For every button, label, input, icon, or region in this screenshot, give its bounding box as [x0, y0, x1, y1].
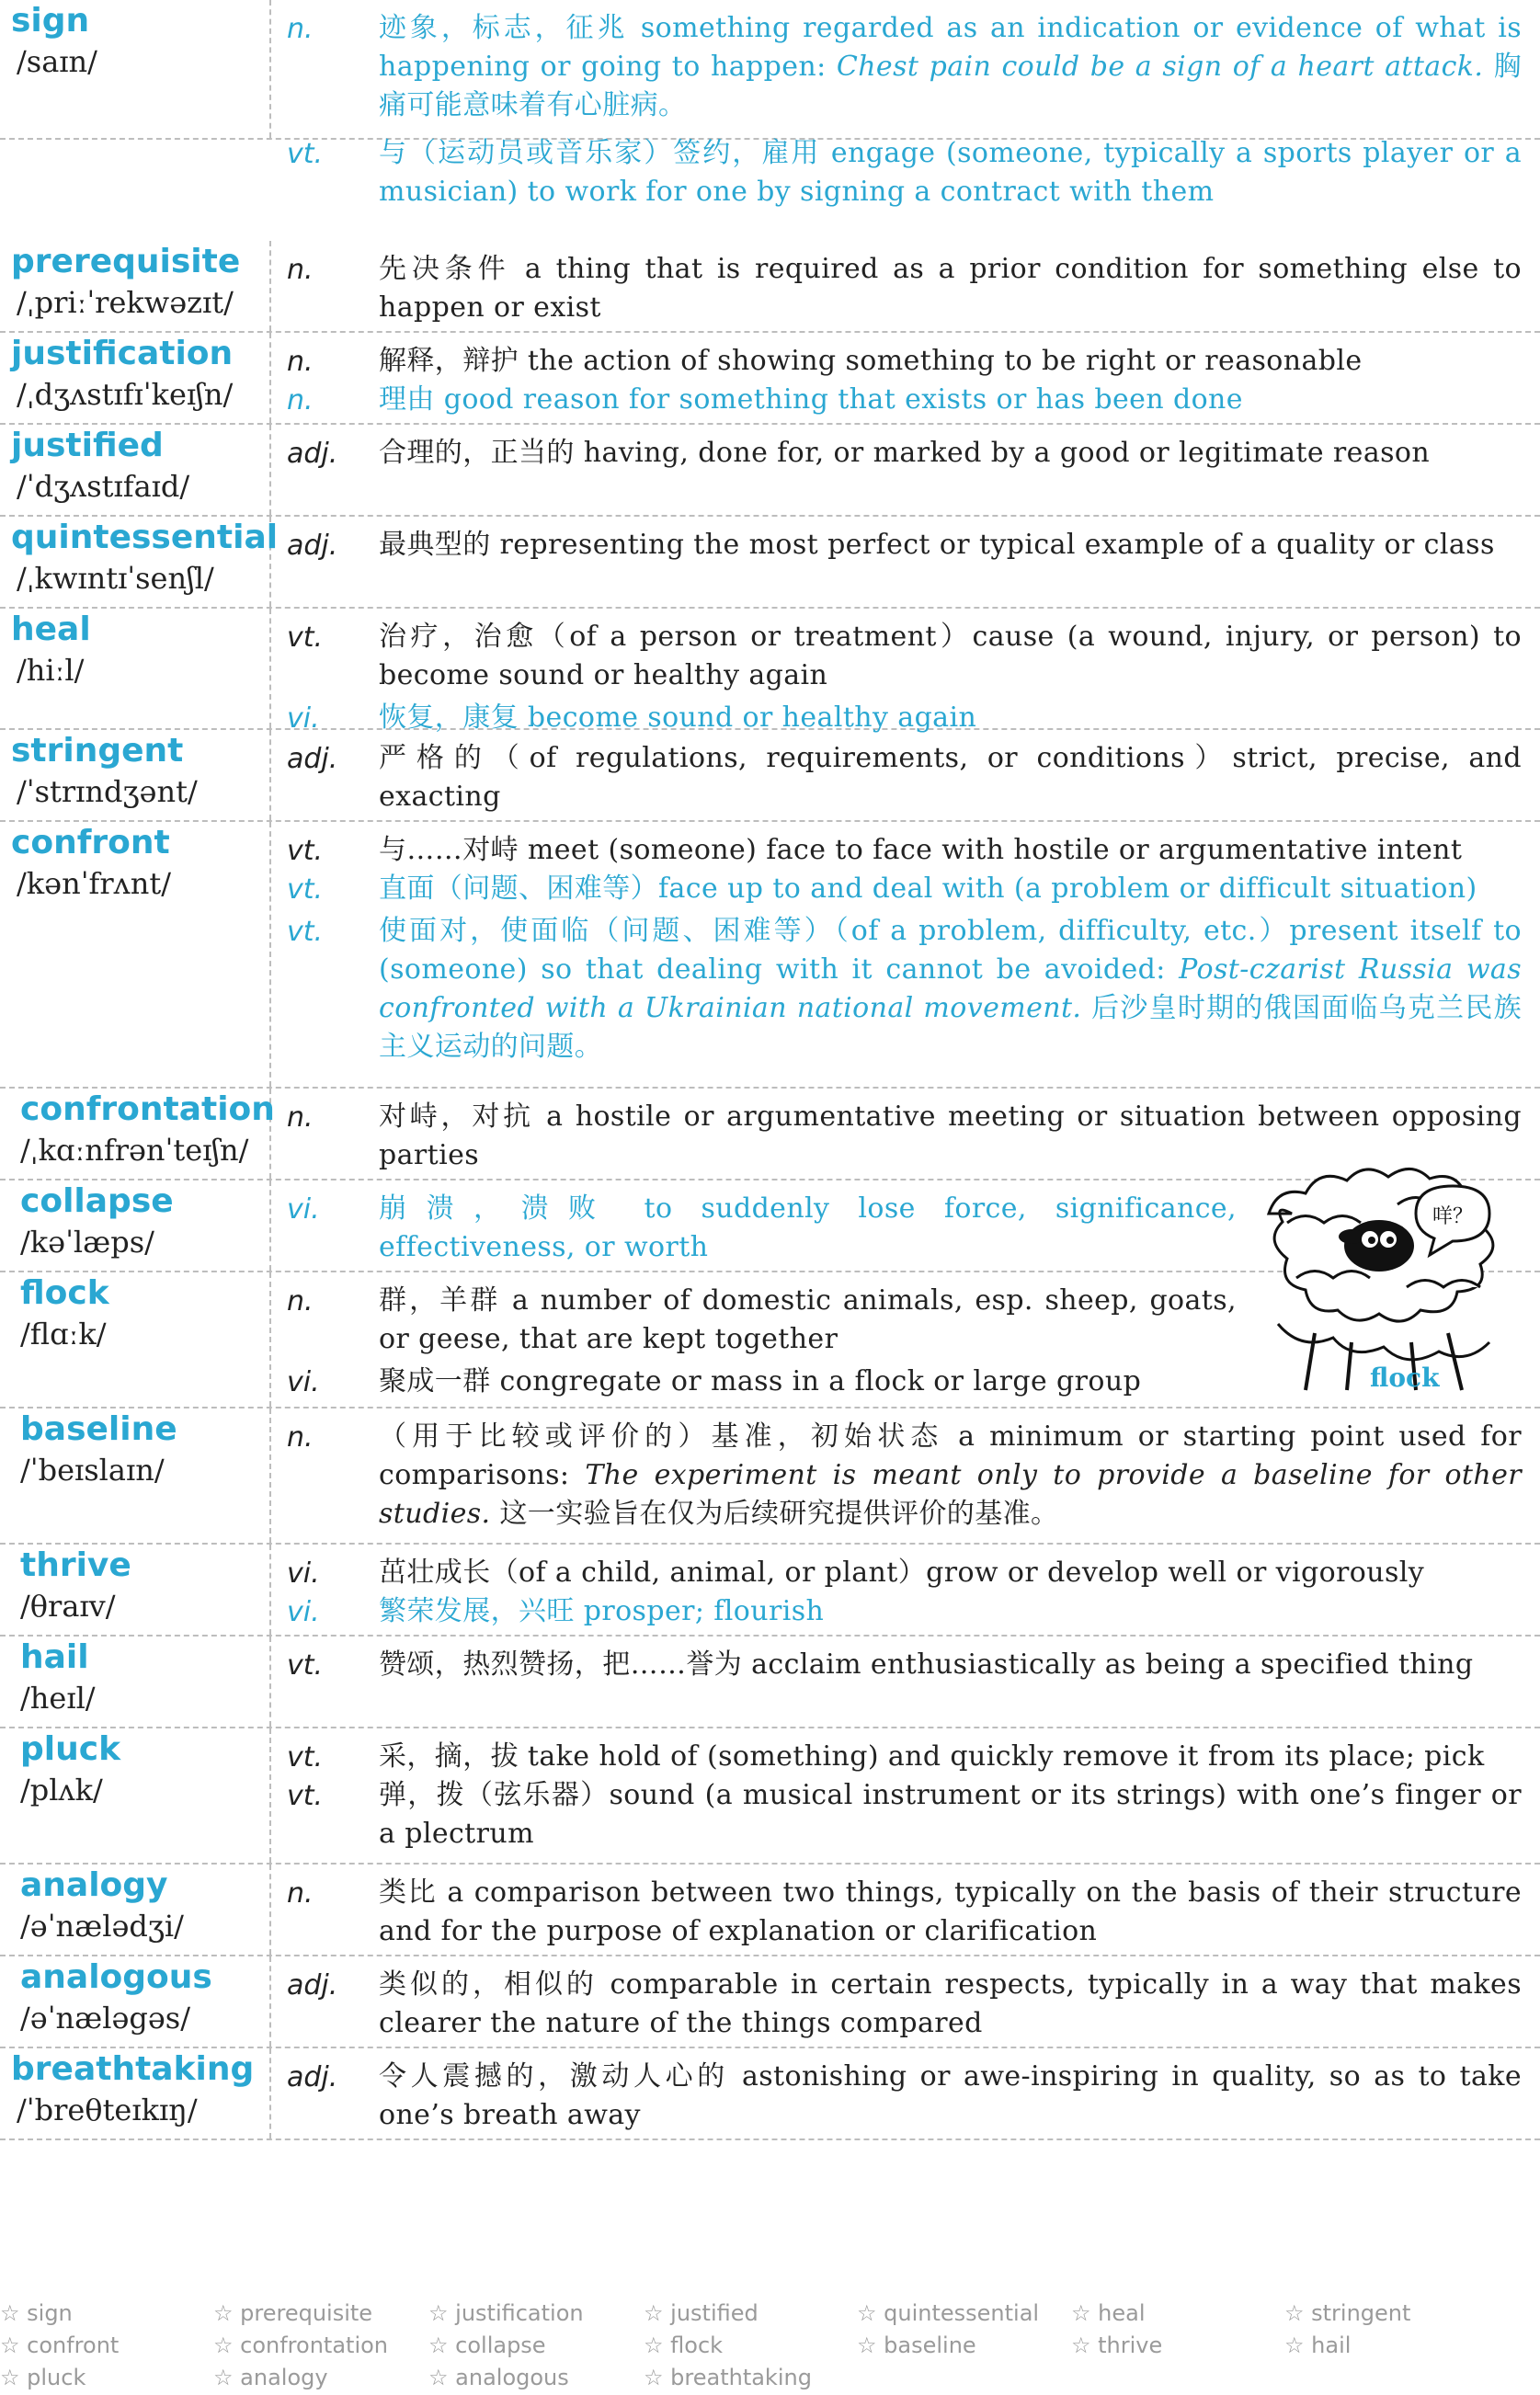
part-of-speech: adj.: [287, 743, 338, 775]
example-sentence: The experiment is meant only to provide a baseline for other studies.: [379, 1459, 1522, 1530]
part-of-speech: adj.: [287, 2061, 338, 2093]
entry-stringent: [0, 730, 1540, 822]
part-of-speech: vi.: [287, 1366, 320, 1398]
part-of-speech: vi.: [287, 1557, 320, 1590]
index-item: ☆ confrontation: [213, 2332, 389, 2358]
phonetic: /ˌkwɪntɪˈsenʃl/: [17, 561, 214, 596]
phonetic: /kəˈlæps/: [20, 1225, 154, 1260]
definition: 类比 a comparison between two things, typically on the basis of their structure and for the purpose of explanation or clarification: [379, 1876, 1522, 1947]
definition: 先决条件 a thing that is required as a prior condition for something else to happen or exist: [379, 253, 1522, 324]
headword: prerequisite: [11, 243, 241, 280]
phonetic: /θraɪv/: [20, 1589, 116, 1624]
part-of-speech: vt.: [287, 873, 324, 906]
definition: 聚成一群 congregate or mass in a flock or large group: [379, 1365, 1142, 1397]
definition: 使面对，使面临（问题、困难等）（of a problem, difficulty, etc.）present itself to (someone) so that dealing with it cannot be avoided: Post-czarist Russia was confronted with a Ukrainian national movement. 后沙皇时期的俄国面临乌克兰民族主义运动的问题。: [379, 915, 1523, 1063]
part-of-speech: n.: [287, 1421, 314, 1454]
phonetic: /ˈbeɪslaɪn/: [20, 1453, 165, 1488]
entry-head: [0, 1180, 271, 1271]
example-translation: 后沙皇时期的俄国面临乌克兰民族主义运动的问题。: [379, 992, 1522, 1063]
part-of-speech: vt.: [287, 916, 324, 948]
example-sentence: Chest pain could be a sign of a heart attack.: [836, 51, 1484, 83]
phonetic: /ˈbreθteɪkɪŋ/: [17, 2093, 198, 2127]
part-of-speech: n.: [287, 384, 314, 416]
index-item: ☆ hail: [1284, 2332, 1352, 2358]
part-of-speech: vt.: [287, 1649, 324, 1682]
part-of-speech: vt.: [287, 835, 324, 867]
definition: 严格的（of regulations, requirements, or conditions）strict, precise, and exacting: [379, 742, 1522, 813]
headword: heal: [11, 610, 91, 648]
part-of-speech: adj.: [287, 530, 338, 562]
index-item: ☆ thrive: [1071, 2332, 1163, 2358]
phonetic: /plʌk/: [20, 1773, 103, 1808]
entry-head: [0, 1408, 271, 1543]
entry-analogy: [0, 1865, 1540, 1956]
index-item: ☆ analogous: [428, 2365, 569, 2390]
part-of-speech: n.: [287, 1877, 314, 1910]
entry-head: [0, 2048, 271, 2138]
index-item: ☆ analogy: [213, 2365, 328, 2390]
headword: justified: [11, 427, 164, 464]
entry-baseline: [0, 1408, 1540, 1545]
part-of-speech: adj.: [287, 438, 338, 470]
definition: 令人震撼的，激动人心的 astonishing or awe-inspiring in quality, so as to take one’s breath away: [379, 2060, 1522, 2131]
entry-head: [0, 1272, 271, 1407]
entry-prerequisite: [0, 241, 1540, 333]
definition: 弹，拨（弦乐器）sound (a musical instrument or its strings) with one’s finger or a plectrum: [379, 1779, 1522, 1850]
definition: 繁荣发展，兴旺 prosper; flourish: [379, 1595, 825, 1627]
entry-head: [0, 609, 271, 728]
entry-head: [0, 425, 271, 515]
headword: hail: [20, 1638, 89, 1676]
entry-head: [0, 1728, 271, 1863]
phonetic: /ˌkɑːnfrənˈteɪʃn/: [20, 1133, 249, 1168]
index-item: ☆ quintessential: [857, 2300, 1040, 2326]
headword: justification: [11, 335, 234, 372]
part-of-speech: n.: [287, 1285, 314, 1317]
definition: 与……对峙 meet (someone) face to face with hostile or argumentative intent: [379, 834, 1463, 866]
phonetic: /flɑːk/: [20, 1317, 107, 1351]
index-item: ☆ breathtaking: [644, 2365, 812, 2390]
definition: 赞颂，热烈赞扬，把……誉为 acclaim enthusiastically as being a specified thing: [379, 1648, 1474, 1681]
index-item: ☆ sign: [0, 2300, 73, 2326]
phonetic: /əˈnælədʒi/: [20, 1909, 184, 1944]
entry-confront: [0, 822, 1540, 1089]
entry-hail: [0, 1637, 1540, 1728]
phonetic: /hiːl/: [17, 653, 85, 688]
entry-head: [0, 333, 271, 423]
part-of-speech: n.: [287, 1101, 314, 1134]
headword: analogous: [20, 1958, 212, 1996]
headword: confront: [11, 824, 170, 861]
phonetic: /heɪl/: [20, 1681, 96, 1716]
part-of-speech: vi.: [287, 1596, 320, 1628]
phonetic: /ˌpriːˈrekwəzɪt/: [17, 285, 234, 320]
word-index: [0, 2298, 1540, 2390]
part-of-speech: n.: [287, 254, 314, 286]
definition: 迹象，标志，征兆 something regarded as an indication or evidence of what is happening or going to happen: Chest pain could be a sign of a heart attack. 胸痛可能意味着有心脏病。: [379, 12, 1522, 121]
part-of-speech: vt.: [287, 622, 324, 654]
definition: 合理的，正当的 having, done for, or marked by a good or legitimate reason: [379, 437, 1431, 469]
index-item: ☆ justified: [644, 2300, 759, 2326]
phonetic: /əˈnæləgəs/: [20, 2001, 190, 2036]
index-item: ☆ collapse: [428, 2332, 546, 2358]
entry-head: [0, 1865, 271, 1955]
index-item: ☆ prerequisite: [213, 2300, 373, 2326]
entry-breathtaking: [0, 2048, 1540, 2140]
headword: quintessential: [11, 519, 279, 556]
headword: confrontation: [20, 1090, 275, 1128]
headword: breathtaking: [11, 2050, 255, 2088]
headword: baseline: [20, 1410, 177, 1448]
headword: flock: [20, 1274, 109, 1312]
part-of-speech: vt.: [287, 1780, 324, 1812]
entry-quintessential: [0, 517, 1540, 609]
entry-thrive: [0, 1545, 1540, 1637]
entry-sign: [0, 0, 1540, 208]
definition: 最典型的 representing the most perfect or typical example of a quality or class: [379, 529, 1495, 561]
part-of-speech: vi.: [287, 1193, 320, 1226]
entry-head: [0, 0, 271, 138]
definition: 群，羊群 a number of domestic animals, esp. sheep, goats, or geese, that are kept together: [379, 1284, 1237, 1355]
index-item: ☆ flock: [644, 2332, 724, 2358]
entry-analogous: [0, 1956, 1540, 2048]
index-item: ☆ confront: [0, 2332, 120, 2358]
entry-heal: [0, 609, 1540, 735]
phonetic: /ˌdʒʌstɪfɪˈkeɪʃn/: [17, 377, 234, 412]
example-sentence: Post-czarist Russia was confronted with a Ukrainian national movement.: [379, 953, 1523, 1024]
headword: thrive: [20, 1546, 131, 1584]
entry-justification: [0, 333, 1540, 425]
definition: 茁壮成长（of a child, animal, or plant）grow or develop well or vigorously: [379, 1557, 1425, 1589]
definition: 恢复，康复 become sound or healthy again: [379, 701, 977, 734]
index-item: ☆ heal: [1071, 2300, 1146, 2326]
entry-justified: [0, 425, 1540, 517]
example-translation: 胸痛可能意味着有心脏病。: [379, 51, 1522, 121]
index-item: ☆ pluck: [0, 2365, 86, 2390]
part-of-speech: n.: [287, 13, 314, 45]
headword: stringent: [11, 732, 184, 770]
definition: 理由 good reason for something that exists or has been done: [379, 383, 1243, 416]
definition: 对峙，对抗 a hostile or argumentative meeting or situation between opposing parties: [379, 1101, 1522, 1171]
phonetic: /ˈdʒʌstɪfaɪd/: [17, 469, 190, 504]
index-item: ☆ stringent: [1284, 2300, 1411, 2326]
definition: 崩溃，溃败 to suddenly lose force, significance, effectiveness, or worth: [379, 1192, 1237, 1263]
entry-head: [0, 241, 271, 331]
definition: 类似的，相似的 comparable in certain respects, typically in a way that makes clearer the nature of the things compared: [379, 1968, 1522, 2039]
definition: 与（运动员或音乐家）签约，雇用 engage (someone, typically a sports player or a musician) to work for one by signing a contract with them: [379, 137, 1522, 208]
entry-head: [0, 1637, 271, 1727]
definition: 解释，辩护 the action of showing something to be right or reasonable: [379, 345, 1363, 377]
definition: 治疗，治愈（of a person or treatment）cause (a wound, injury, or person) to become sound or healthy again: [379, 621, 1522, 691]
entry-head: [0, 730, 271, 820]
part-of-speech: vt.: [287, 1741, 324, 1773]
speech-bubble-text: 咩？: [1432, 1205, 1474, 1228]
headword: pluck: [20, 1730, 121, 1768]
definition: （用于比较或评价的）基准，初始状态 a minimum or starting point used for comparisons: The experiment is meant only to provide a baseline for other studies. 这一实验旨在仅为后续研究提供评价的基准。: [379, 1420, 1522, 1530]
part-of-speech: n.: [287, 346, 314, 378]
flock-illustration: [1250, 1149, 1526, 1397]
phonetic: /saɪn/: [17, 44, 97, 79]
index-item: ☆ baseline: [857, 2332, 976, 2358]
entry-head: [0, 1956, 271, 2047]
headword: collapse: [20, 1182, 174, 1220]
definition: 直面（问题、困难等）face up to and deal with (a problem or difficult situation): [379, 872, 1477, 905]
entry-head: [0, 517, 279, 607]
example-translation: 这一实验旨在仅为后续研究提供评价的基准。: [490, 1498, 1059, 1530]
phonetic: /ˈstrɪndʒənt/: [17, 774, 198, 809]
headword: sign: [11, 2, 90, 40]
part-of-speech: vt.: [287, 138, 324, 170]
entry-head: [0, 1089, 275, 1179]
flock-caption: flock: [1370, 1363, 1440, 1393]
headword: analogy: [20, 1866, 168, 1904]
entry-pluck: [0, 1728, 1540, 1865]
phonetic: /kənˈfrʌnt/: [17, 866, 171, 901]
entry-head: [0, 1545, 271, 1635]
index-item: ☆ justification: [428, 2300, 584, 2326]
entry-head: [0, 822, 271, 1087]
part-of-speech: vi.: [287, 702, 320, 735]
definition: 采，摘，拔 take hold of (something) and quickly remove it from its place; pick: [379, 1740, 1485, 1773]
part-of-speech: adj.: [287, 1969, 338, 2002]
